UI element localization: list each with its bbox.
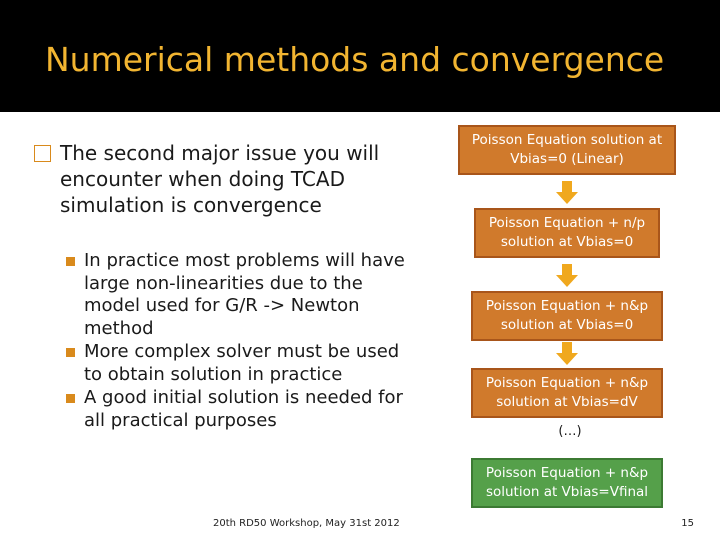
sub-bullet-list [66,250,411,433]
main-bullet [34,140,394,218]
sub-bullet [66,341,411,386]
slide-title: Numerical methods and convergence [45,40,665,79]
down-arrow-icon [555,264,579,288]
sub-bullet [66,250,411,340]
flow-step-1 [458,125,676,175]
square-bullet-icon [66,394,75,403]
flow-step-4 [471,368,663,418]
title-bar [0,0,720,112]
square-bullet-icon [66,257,75,266]
down-arrow-icon [555,342,579,366]
flow-step-2 [474,208,660,258]
square-bullet-icon [66,348,75,357]
sub-bullet-text: A good initial solution is needed for all practical purposes [84,387,403,431]
sub-bullet-text: More complex solver must be used to obtain solution in practice [84,341,400,385]
flow-step-label: Poisson Equation + n&p solution at Vbias=Vfinal [485,465,649,500]
sub-bullet [66,387,411,432]
checkbox-bullet-icon [34,145,51,162]
flow-step-label: Poisson Equation + n/p solution at Vbias=0 [488,215,646,250]
flow-step-final [471,458,663,508]
page-number: 15 [681,518,694,529]
down-arrow-icon [555,181,579,205]
flow-step-label: Poisson Equation solution at Vbias=0 (Linear) [471,132,663,167]
sub-bullet-text: In practice most problems will have large non-linearities due to the model used for G/R -> Newton method [84,250,405,339]
main-bullet-text: The second major issue you will encounter when doing TCAD simulation is convergence [60,141,380,217]
flow-step-label: Poisson Equation + n&p solution at Vbias=0 [485,298,649,333]
flow-ellipsis: (…) [558,424,582,439]
flow-step-3 [471,291,663,341]
flow-step-label: Poisson Equation + n&p solution at Vbias=dV [485,375,649,410]
footer-text: 20th RD50 Workshop, May 31st 2012 [213,518,400,529]
